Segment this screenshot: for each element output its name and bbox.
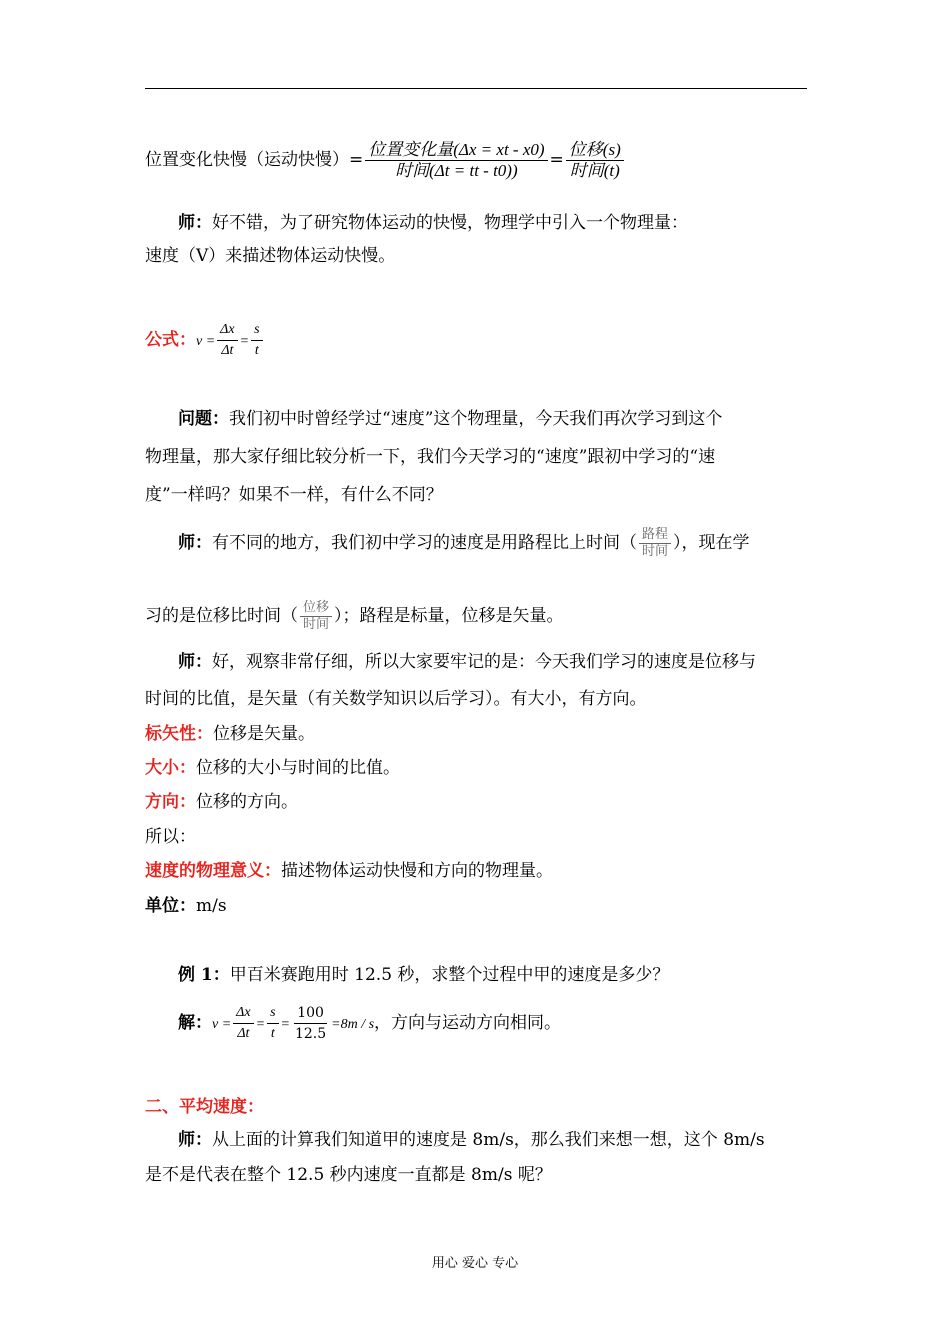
fraction-s-t: [267, 1003, 278, 1044]
speaker-label: 师：: [178, 533, 212, 553]
prop-scalar-vector: [145, 723, 315, 745]
teacher-4-line-2: 是不是代表在整个 12.5 秒内速度一直都是 8m/s 呢？: [145, 1165, 552, 1185]
speaker-label: 师：: [178, 213, 212, 233]
fraction-s-over-t: [566, 140, 624, 181]
paragraph-teacher-1: [178, 212, 688, 234]
denominator: 时间(Δt = tt - t0)): [395, 161, 518, 180]
teacher-3-line-1: [178, 651, 756, 673]
prop-magnitude: [145, 757, 400, 779]
prop-text: 位移是矢量。: [213, 724, 315, 744]
teacher-2-line-2: [145, 600, 564, 633]
example-label: 例 1：: [178, 965, 230, 985]
page-footer: 用心 爱心 专心: [431, 1256, 519, 1271]
equals: =: [280, 1017, 290, 1032]
fraction-displacement-time: [300, 600, 332, 633]
formula-velocity: [145, 320, 265, 361]
numerator: Δx: [217, 320, 237, 341]
question-label: 问题：: [178, 409, 229, 429]
denominator: t: [254, 343, 259, 358]
therefore-text: 所以：: [145, 827, 196, 847]
unit-text: m/s: [196, 896, 227, 916]
numerator: 位移(s): [566, 140, 624, 161]
formula-position-change-rate: [145, 140, 626, 181]
teacher-2-line-1: [178, 527, 750, 560]
denominator: 时间: [303, 617, 330, 632]
fraction-displacement-over-time: [365, 140, 547, 181]
example-1: [178, 964, 669, 986]
denominator: Δt: [237, 1026, 250, 1041]
speaker-label: 师：: [178, 652, 212, 672]
denominator: 时间(t): [569, 161, 620, 180]
numerator: s: [267, 1003, 278, 1024]
numerator: 路程: [639, 527, 671, 544]
equals: =: [549, 150, 564, 170]
numerator: 100: [294, 1003, 327, 1024]
denominator: t: [270, 1026, 275, 1041]
meaning-label: 速度的物理意义：: [145, 861, 281, 881]
numerator: s: [251, 320, 262, 341]
unit-label: 单位：: [145, 896, 196, 916]
section-heading-average-velocity: 二、平均速度：: [145, 1097, 264, 1117]
solution-text: ，方向与运动方向相同。: [374, 1013, 562, 1033]
fraction-dx-dt: [217, 320, 237, 361]
paragraph-text: 从上面的计算我们知道甲的速度是 8m/s，那么我们来想一想，这个 8m/s: [212, 1130, 765, 1150]
prop-text: 位移的方向。: [196, 792, 298, 812]
numerator: 位置变化量(Δx = xt - x0): [365, 140, 547, 161]
formula-lhs: 位置变化快慢（运动快慢）=: [145, 150, 364, 170]
paragraph-text: 我们初中时曾经学过“速度”这个物理量，今天我们再次学习到这个: [229, 409, 723, 429]
numerator: Δx: [233, 1003, 253, 1024]
result: =8m / s: [331, 1017, 375, 1032]
header-rule: [145, 88, 807, 89]
example-text: 甲百米赛跑用时 12.5 秒，求整个过程中甲的速度是多少？: [229, 965, 670, 985]
prop-label: 大小：: [145, 758, 196, 778]
teacher-3-line-2: 时间的比值，是矢量（有关数学知识以后学习）。有大小，有方向。: [145, 689, 647, 709]
paragraph-text: ），现在学: [673, 533, 750, 553]
speaker-label: 师：: [178, 1130, 212, 1150]
question-line-2: 物理量，那大家仔细比较分析一下，我们今天学习的“速度”跟初中学习的“速: [145, 447, 716, 467]
meaning-text: 描述物体运动快慢和方向的物理量。: [281, 861, 553, 881]
formula-label: 公式：: [145, 330, 196, 350]
fraction-distance-time: [639, 527, 671, 560]
fraction-s-t: [251, 320, 262, 361]
physical-meaning: [145, 860, 553, 882]
question-line-3: 度”一样吗？如果不一样，有什么不同？: [145, 485, 443, 505]
denominator: 12.5: [294, 1026, 327, 1042]
formula-v: v =: [196, 334, 216, 349]
paragraph-text: 好，观察非常仔细，所以大家要牢记的是：今天我们学习的速度是位移与: [212, 652, 756, 672]
fraction-100-12.5: [292, 1003, 329, 1044]
prop-text: 位移的大小与时间的比值。: [196, 758, 400, 778]
question-line-1: [178, 408, 722, 430]
prop-direction: [145, 791, 298, 813]
paragraph-text: ）；路程是标量，位移是矢量。: [334, 606, 564, 626]
equals: =: [255, 1017, 266, 1032]
prop-label: 方向：: [145, 792, 196, 812]
teacher-4-line-1: [178, 1129, 765, 1151]
fraction-dx-dt: [233, 1003, 253, 1044]
solution-line: [178, 1003, 561, 1044]
formula-v: v =: [212, 1017, 232, 1032]
prop-label: 标矢性：: [145, 724, 213, 744]
solution-label: 解：: [178, 1013, 212, 1033]
paragraph-text: 好不错，为了研究物体运动的快慢，物理学中引入一个物理量：: [212, 213, 688, 233]
denominator: Δt: [221, 343, 234, 358]
equals: =: [239, 334, 250, 349]
numerator: 位移: [300, 600, 332, 617]
unit-line: [145, 895, 227, 917]
denominator: 时间: [642, 544, 669, 559]
paragraph-text: 习的是位移比时间（: [145, 606, 298, 626]
paragraph-text: 速度（V）来描述物体运动快慢。: [145, 246, 396, 266]
paragraph-text: 有不同的地方，我们初中学习的速度是用路程比上时间（: [212, 533, 637, 553]
